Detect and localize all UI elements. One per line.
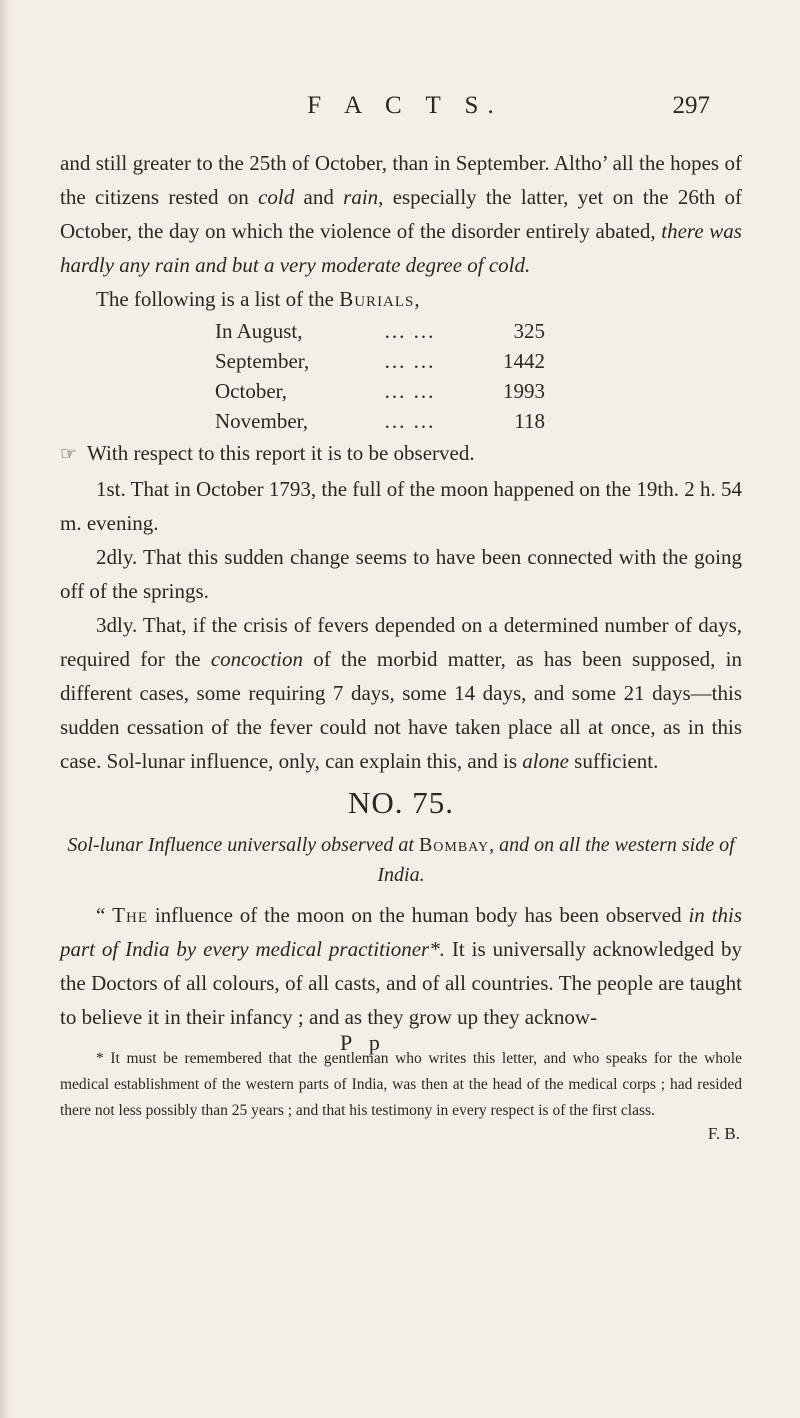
section-number: NO. 75.: [347, 785, 455, 820]
burials-row: September, ... ... 1442: [215, 349, 545, 373]
page-spine-shadow: [0, 0, 14, 1418]
footnote-initials: F. B.: [707, 1124, 740, 1143]
report-intro: ☞ With respect to this report it is to be observed.: [60, 441, 475, 465]
running-title: F A C T S.: [307, 92, 503, 119]
burials-row: November, ... ... 118: [215, 409, 545, 433]
burials-row: In August, ... ... 325: [215, 319, 545, 343]
section-body: “ The influence of the moon on the human body has been observed in this part of India by every medical practitioner*. It is universally acknowledged by the Doctors of all colours, of all casts, and of all countries. The people are taught to believe it in their infancy ; and as they grow up they acknow-: [60, 903, 742, 1029]
burials-table: [215, 316, 545, 436]
report-point-2: 2dly. That this sudden change seems to have been connected with the going off of the springs.: [60, 545, 742, 603]
pointing-hand-icon: ☞: [60, 444, 78, 465]
section-subtitle: Sol-lunar Influence universally observed at Bombay, and on all the western side of India.: [67, 834, 735, 886]
page-number: 297: [672, 92, 710, 119]
page-header: [0, 92, 800, 122]
signature-mark: P p: [340, 1030, 386, 1055]
footnote: * It must be remembered that the gentleman who writes this letter, and who speaks for the whole medical establishment of the western parts of India, was then at the head of the medical corps ; had resided there not less possibly than 25 years ; and that his testimony in every respect is of the first class.: [60, 1050, 742, 1119]
main-text: [60, 146, 742, 1144]
intro-paragraph: and still greater to the 25th of October, than in September. Altho’ all the hopes of the citizens rested on cold and rain, especially the latter, yet on the 26th of October, the day on which the violence of the disorder entirely abated, there was hardly any rain and but a very moderate degree of cold.: [60, 151, 742, 277]
burials-row: October, ... ... 1993: [215, 379, 545, 403]
report-point-1: 1st. That in October 1793, the full of the moon happened on the 19th. 2 h. 54 m. evening.: [60, 477, 742, 535]
intro-emphasis: there was hardly any rain and but a very moderate degree of cold.: [60, 219, 742, 277]
burials-intro: The following is a list of the Burials,: [96, 287, 421, 311]
report-point-3: 3dly. That, if the crisis of fevers depended on a determined number of days, required for the concoction of the morbid matter, as has been supposed, in different cases, some requiring 7 days, some 14 days, and some 21 days—this sudden cessation of the fever could not have taken place all at once, as in this case. Sol-lunar influence, only, can explain this, and is alone sufficient.: [60, 613, 742, 773]
